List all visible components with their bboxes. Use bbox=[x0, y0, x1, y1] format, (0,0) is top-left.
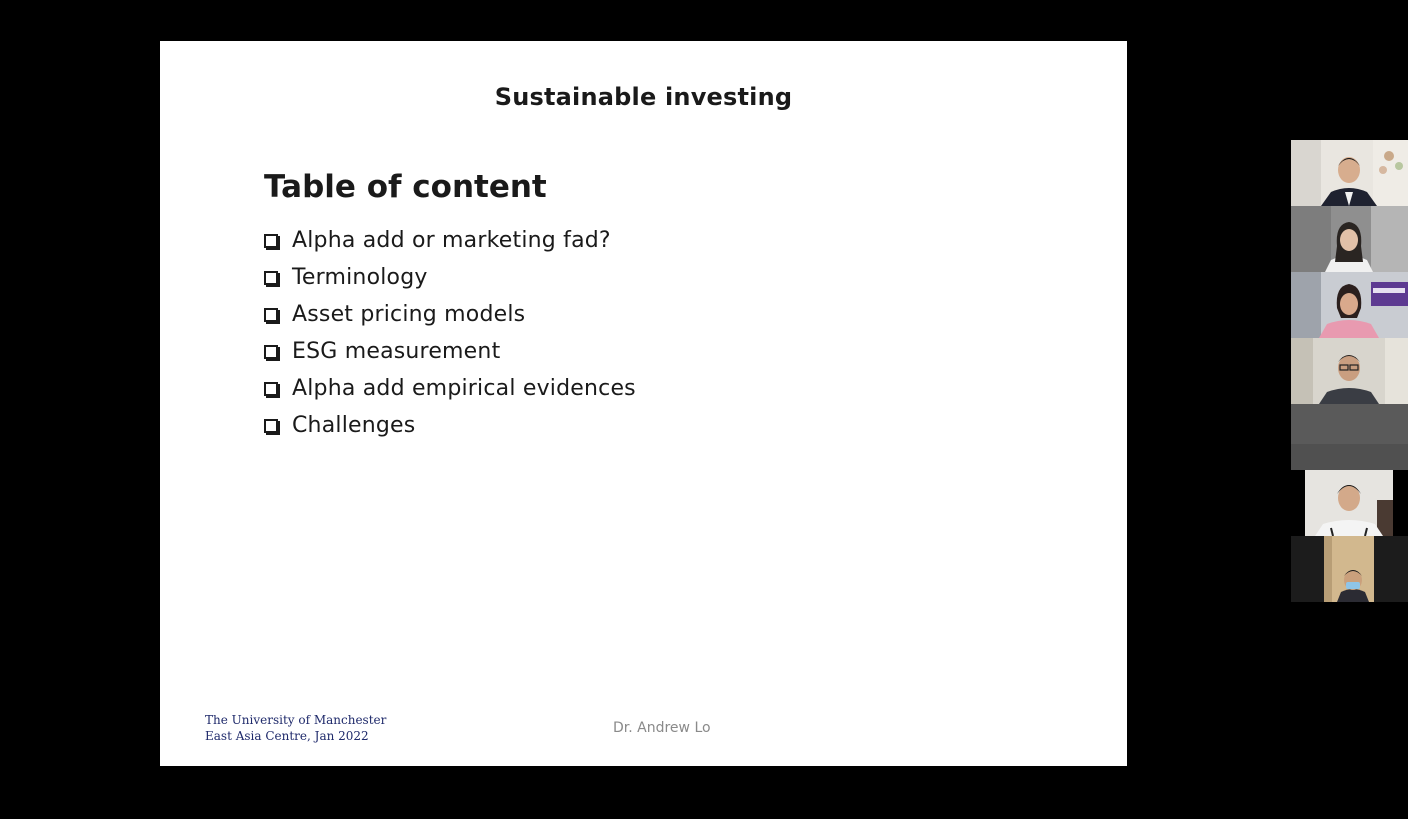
shared-slide bbox=[160, 41, 1127, 766]
participant-strip bbox=[1291, 140, 1408, 602]
list-item bbox=[264, 296, 636, 333]
list-item bbox=[264, 222, 636, 259]
participant-video bbox=[1291, 338, 1408, 404]
toc-item-label: Terminology bbox=[292, 265, 428, 290]
toc-item-label: Alpha add empirical evidences bbox=[292, 376, 636, 401]
checkbox-bullet-icon bbox=[264, 419, 278, 433]
participant-tile[interactable] bbox=[1291, 272, 1408, 338]
participant-video bbox=[1291, 536, 1408, 602]
participant-tile[interactable] bbox=[1291, 536, 1408, 602]
participant-video bbox=[1291, 140, 1408, 206]
participant-tile[interactable] bbox=[1291, 404, 1408, 470]
checkbox-bullet-icon bbox=[264, 382, 278, 396]
toc-heading: Table of content bbox=[264, 169, 547, 205]
footer-organization bbox=[205, 712, 386, 744]
checkbox-bullet-icon bbox=[264, 234, 278, 248]
participant-tile[interactable] bbox=[1291, 470, 1408, 536]
toc-list bbox=[264, 222, 636, 444]
list-item bbox=[264, 259, 636, 296]
footer-org-line1: The University of Manchester bbox=[205, 713, 387, 727]
participant-tile[interactable] bbox=[1291, 206, 1408, 272]
participant-tile[interactable] bbox=[1291, 338, 1408, 404]
participant-tile[interactable] bbox=[1291, 140, 1408, 206]
checkbox-bullet-icon bbox=[264, 271, 278, 285]
toc-item-label: Asset pricing models bbox=[292, 302, 526, 327]
footer-org-line2: East Asia Centre, Jan 2022 bbox=[205, 729, 369, 743]
participant-video bbox=[1291, 272, 1408, 338]
list-item bbox=[264, 370, 636, 407]
toc-item-label: ESG measurement bbox=[292, 339, 501, 364]
participant-video bbox=[1291, 206, 1408, 272]
toc-item-label: Challenges bbox=[292, 413, 416, 438]
slide-title: Sustainable investing bbox=[494, 83, 793, 111]
list-item bbox=[264, 407, 636, 444]
checkbox-bullet-icon bbox=[264, 345, 278, 359]
checkbox-bullet-icon bbox=[264, 308, 278, 322]
participant-video bbox=[1291, 470, 1408, 536]
participant-video bbox=[1291, 404, 1408, 470]
footer-presenter: Dr. Andrew Lo bbox=[613, 720, 711, 736]
list-item bbox=[264, 333, 636, 370]
toc-item-label: Alpha add or marketing fad? bbox=[292, 228, 611, 253]
